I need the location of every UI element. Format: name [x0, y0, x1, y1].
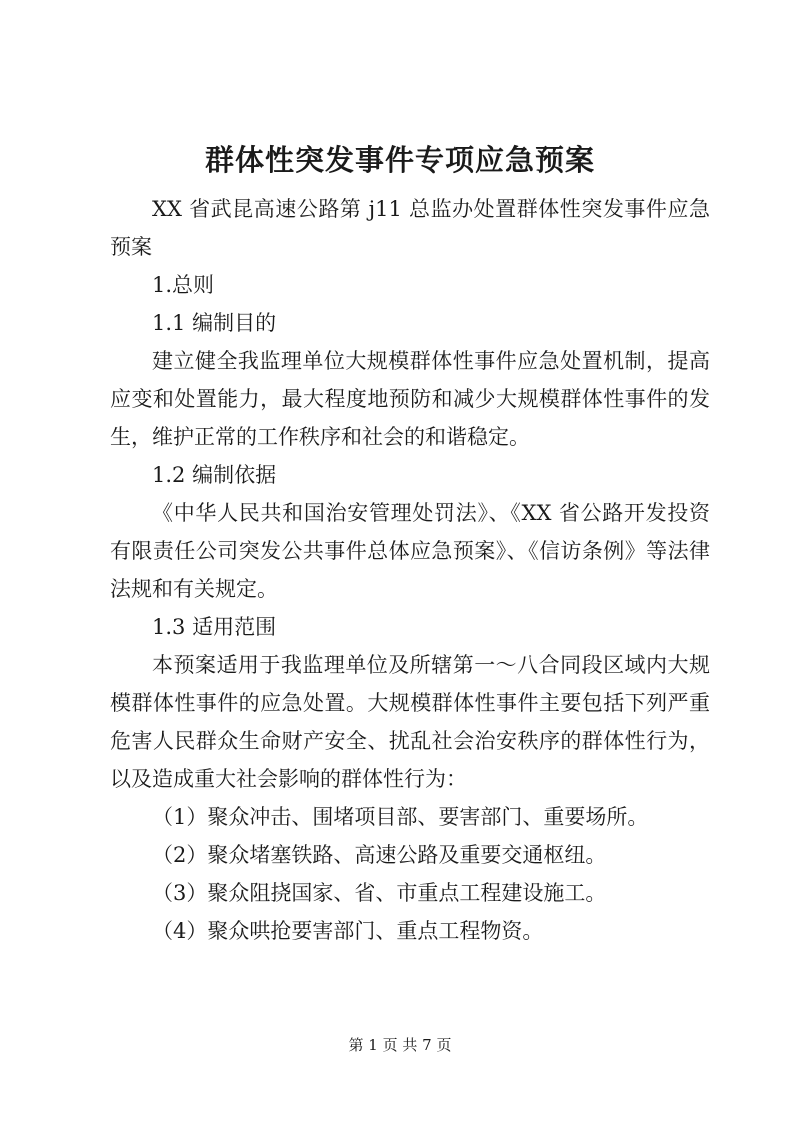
document-body [110, 190, 710, 950]
paragraph-purpose: 建立健全我监理单位大规模群体性事件应急处置机制，提高应变和处置能力，最大程度地预防和减少大规模群体性事件的发生，维护正常的工作秩序和社会的和谐稳定。 [110, 349, 710, 449]
document-subtitle: XX 省武昆高速公路第 j11 总监办处置群体性突发事件应急预案 [110, 197, 710, 259]
list-item: （1）聚众冲击、围堵项目部、要害部门、重要场所。 [152, 805, 649, 829]
section-heading-general: 1.总则 [152, 273, 215, 297]
paragraph-basis: 《中华人民共和国治安管理处罚法》、《XX 省公路开发投资有限责任公司突发公共事件总体应急预案》、《信访条例》等法律法规和有关规定。 [110, 501, 710, 601]
section-heading-purpose: 1.1 编制目的 [152, 311, 277, 335]
list-item: （3）聚众阻挠国家、省、市重点工程建设施工。 [152, 881, 607, 905]
page-footer: 第 1 页 共 7 页 [348, 1036, 452, 1054]
list-item: （4）聚众哄抢要害部门、重点工程物资。 [152, 919, 544, 943]
paragraph-scope: 本预案适用于我监理单位及所辖第一～八合同段区域内大规模群体性事件的应急处置。大规模群体性事件主要包括下列严重危害人民群众生命财产安全、扰乱社会治安秩序的群体性行为，以及造成重大社会影响的群体性行为： [110, 653, 710, 791]
list-item: （2）聚众堵塞铁路、高速公路及重要交通枢纽。 [152, 843, 607, 867]
section-heading-scope: 1.3 适用范围 [152, 615, 277, 639]
section-heading-basis: 1.2 编制依据 [152, 463, 277, 487]
page-title: 群体性突发事件专项应急预案 [204, 143, 595, 177]
